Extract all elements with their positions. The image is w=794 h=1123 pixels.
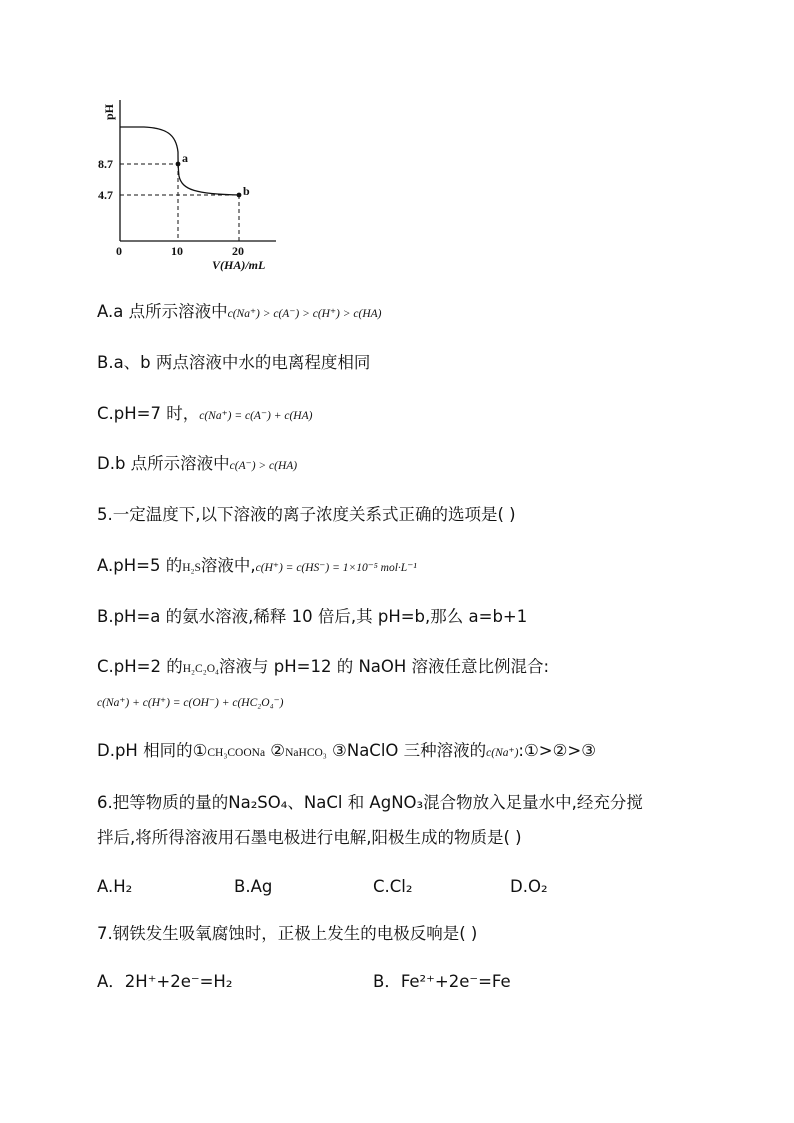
titration-curve <box>120 127 239 195</box>
q5-option-b: B.pH=a 的氨水溶液,稀释 10 倍后,其 pH=b,那么 a=b+1 <box>97 607 528 626</box>
q4-option-a <box>97 301 381 325</box>
q6-options <box>97 876 697 898</box>
q7-options <box>97 971 697 993</box>
q5-option-d-p2: ② <box>265 741 286 760</box>
q5-stem: 5.一定温度下,以下溶液的离子浓度关系式正确的选项是( ) <box>97 505 516 524</box>
q4-option-d-prefix: D.b 点所示溶液中 <box>97 454 230 473</box>
q4-option-c <box>97 403 312 427</box>
q7-stem: 7.钢铁发生吸氧腐蚀时，正极上发生的电极反响是( ) <box>97 924 478 943</box>
q5-option-d-f3: c(Na⁺) <box>486 747 519 759</box>
q4-option-d-formula: c(A⁻) > c(HA) <box>229 460 298 472</box>
q5-option-d-p4: :①>②>③ <box>518 741 596 760</box>
q5-option-c-formula <box>97 690 283 714</box>
q4-option-b: B.a、b 两点溶液中水的电离程度相同 <box>97 353 371 372</box>
point-b-label: b <box>243 184 250 198</box>
q6-option-b: B.Ag <box>234 877 273 896</box>
q6-option-d: D.O₂ <box>510 877 548 896</box>
y-tick-label: 8.7 <box>98 157 113 171</box>
x-tick-label: 0 <box>116 244 122 258</box>
point-b <box>237 193 242 198</box>
q5-option-a-f2: c(H⁺) = c(HS⁻) = 1×10⁻⁵ mol·L⁻¹ <box>255 562 417 574</box>
q4-option-a-formula: c(Na⁺) > c(A⁻) > c(H⁺) > c(HA) <box>227 308 382 320</box>
x-tick-label: 20 <box>232 244 244 258</box>
q6-stem-line1: 6.把等物质的量的Na₂SO₄、NaCl 和 AgNO₃混合物放入足量水中,经充分搅 <box>97 793 643 812</box>
q4-option-c-prefix: C.pH=7 时， <box>97 404 200 423</box>
q7-option-a: A．2H⁺+2e⁻=H₂ <box>97 972 233 991</box>
q5-option-a-p1: A.pH=5 的 <box>97 556 183 575</box>
q4-option-d <box>97 453 297 477</box>
q6-stem-line2: 拌后,将所得溶液用石墨电极进行电解,阳极生成的物质是( ) <box>97 828 522 847</box>
q5-option-d-f1: CH₃COONa <box>207 747 266 759</box>
x-axis-label: V(HA)/mL <box>212 258 266 272</box>
q5-option-d-p3: ③NaClO 三种溶液的 <box>326 741 487 760</box>
q5-option-a <box>97 555 417 579</box>
q5-option-d-f2: NaHCO₃ <box>285 747 327 759</box>
q5-option-c-f2: c(Na⁺) + c(H⁺) = c(OH⁻) + c(HC₂O₄⁻) <box>97 697 284 709</box>
q5-option-a-p2: 溶液中, <box>200 556 256 575</box>
y-tick-label: 4.7 <box>98 188 113 202</box>
q4-option-a-prefix: A.a 点所示溶液中 <box>97 302 228 321</box>
point-a-label: a <box>182 151 188 165</box>
q5-option-c <box>97 656 549 680</box>
q6-option-c: C.Cl₂ <box>373 877 413 896</box>
y-axis-label: pH <box>102 103 116 120</box>
q4-option-c-formula: c(Na⁺) = c(A⁻) + c(HA) <box>199 410 313 422</box>
q5-option-d-p1: D.pH 相同的① <box>97 741 208 760</box>
q5-option-c-p2: 溶液与 pH=12 的 NaOH 溶液任意比例混合: <box>219 657 550 676</box>
q5-option-d <box>97 740 596 764</box>
titration-chart <box>96 92 296 272</box>
point-a <box>176 162 181 167</box>
q7-option-b: B．Fe²⁺+2e⁻=Fe <box>373 972 511 991</box>
q5-option-c-f1: H₂C₂O₄ <box>182 663 220 675</box>
q5-option-c-p1: C.pH=2 的 <box>97 657 183 676</box>
x-tick-label: 10 <box>171 244 183 258</box>
q6-option-a: A.H₂ <box>97 877 133 896</box>
q5-option-a-f1: H₂S <box>182 562 201 574</box>
